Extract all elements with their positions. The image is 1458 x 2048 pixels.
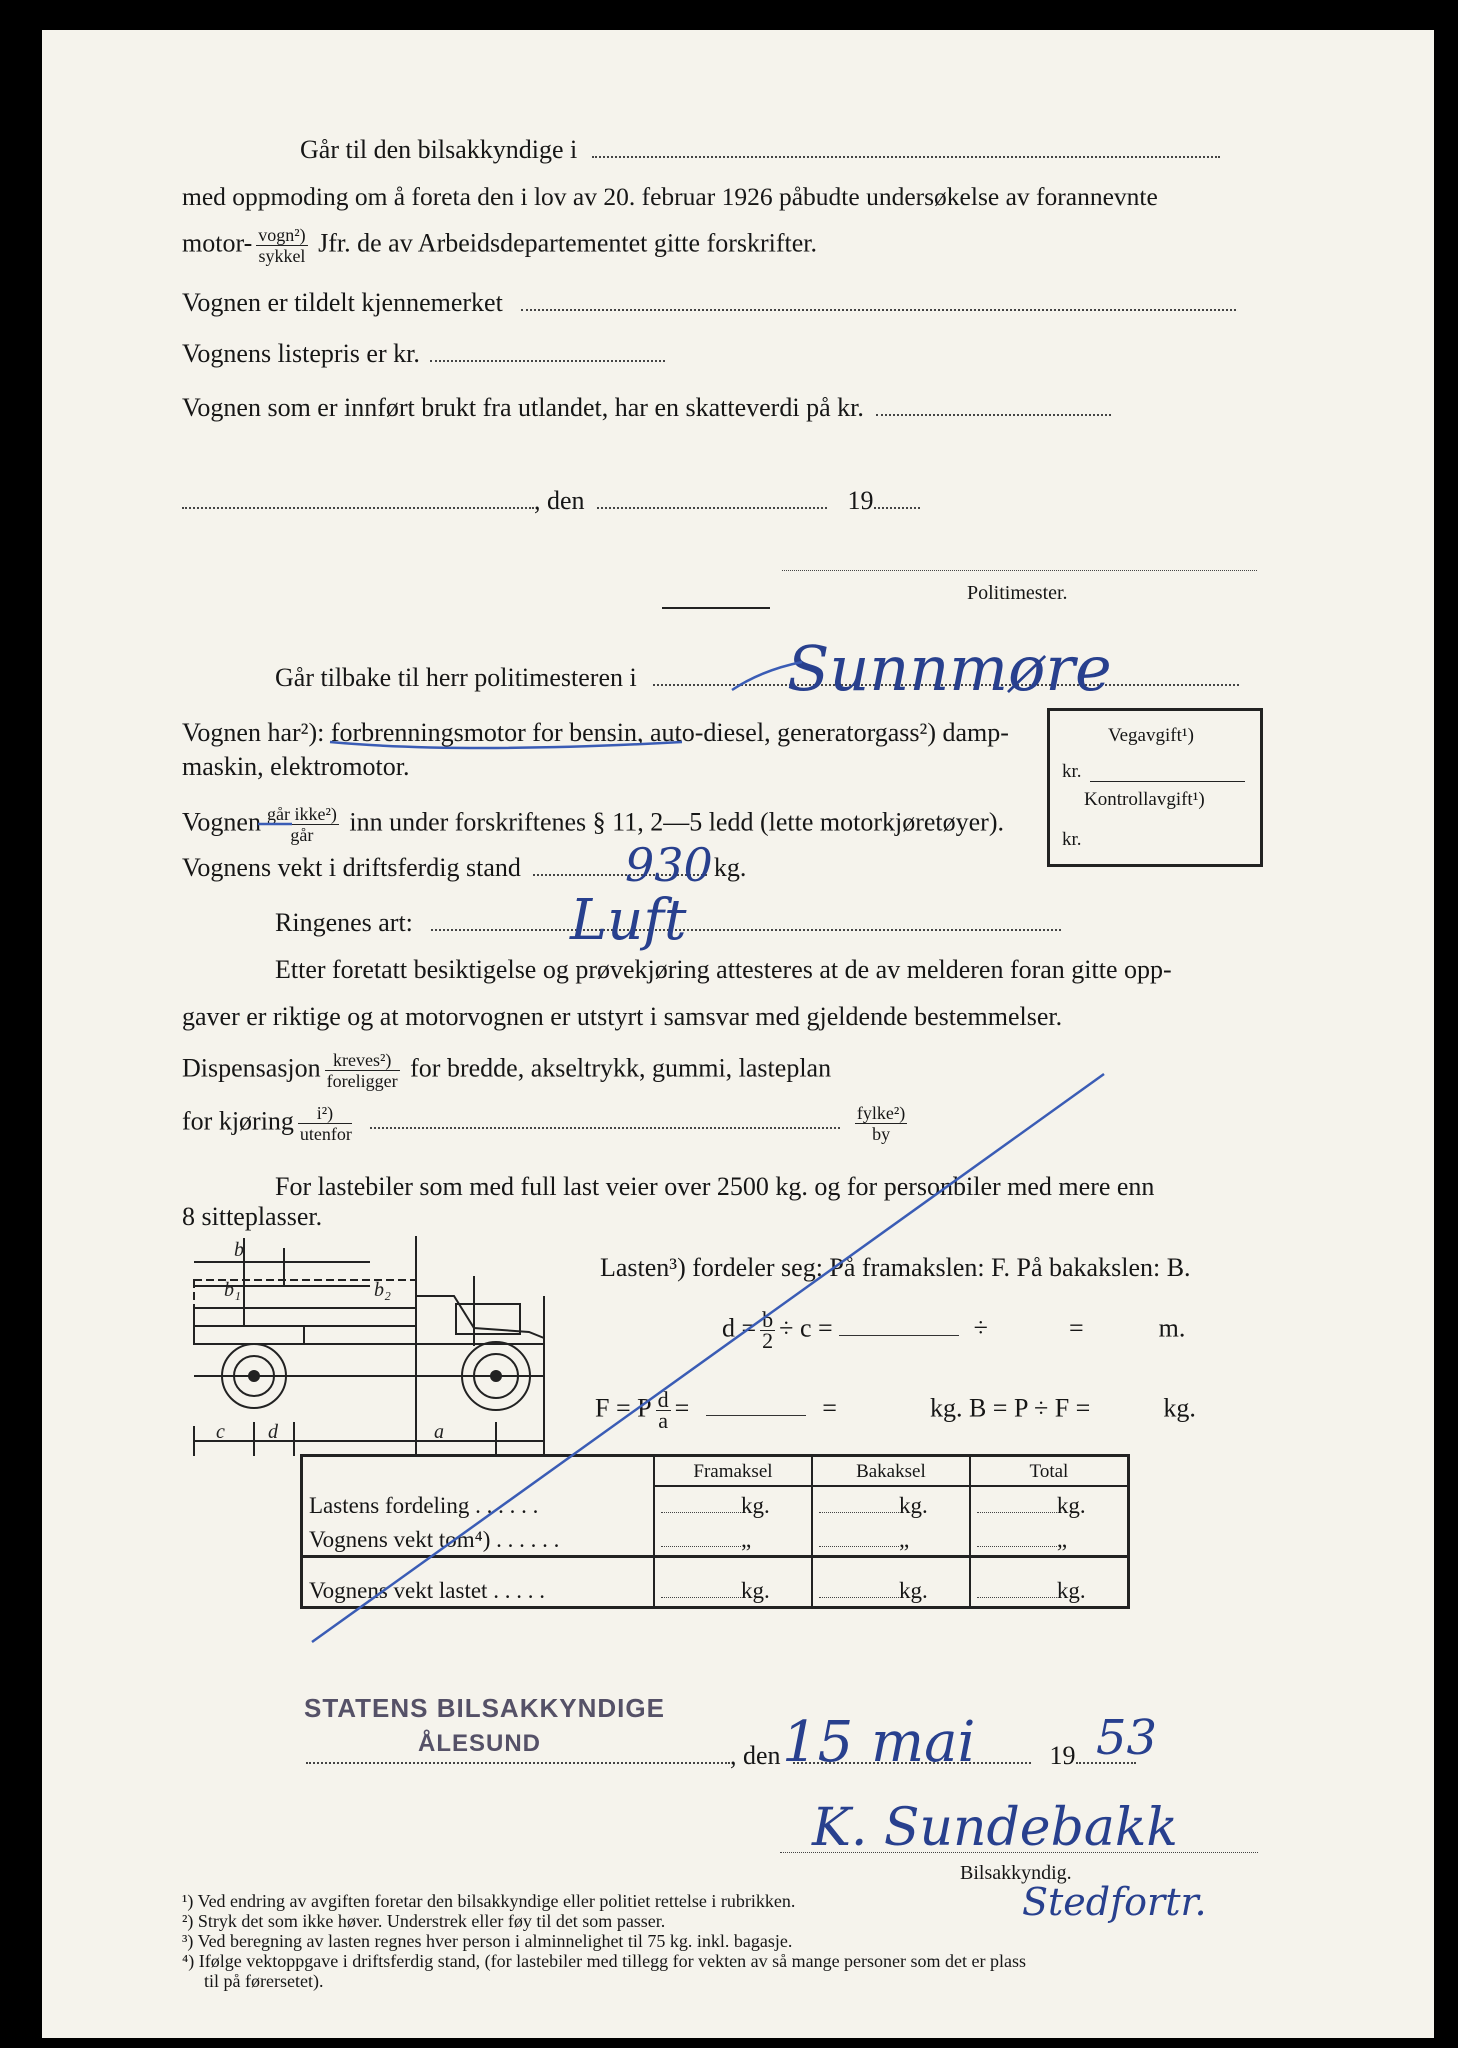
motor-fraction: $\frac{\text{vogn²)}}{\text{sykkel}}$ xyxy=(258,225,306,266)
footnote-2: ²) Stryk det som ikke høver. Understrek eller føy til det som passer. xyxy=(182,1911,666,1931)
fylke-fraction: $\frac{\text{fylke²)}}{by}$ xyxy=(856,1103,906,1144)
signoff-line: , den 19 xyxy=(306,1740,1136,1771)
vegavgift-kr: kr. xyxy=(1062,761,1082,782)
formula-f: F = P $\frac{d}{a}$ = = kg. B = P ÷ F = kg. xyxy=(595,1387,1196,1433)
handwritten-stedfortr: Stedfortr. xyxy=(1022,1880,1207,1924)
lasten-line: Lasten³) fordeler seg: På framakslen: F. På bakakslen: B. xyxy=(600,1253,1191,1282)
footnote-4: ⁴) Ifølge vektoppgave i driftsferdig stand, (for lastebiler med tillegg for vekten av så mange personer som det er plass xyxy=(182,1951,1027,1971)
table-row: Vognens vekt lastet . . . . . kg. kg. kg. xyxy=(302,1557,1129,1608)
handwritten-signature: K. Sundebakk xyxy=(812,1798,1178,1858)
oppmoding-line: med oppmoding om å foreta den i lov av 20. februar 1926 påbudte undersøkelse av forannevnte xyxy=(182,182,1158,211)
politimester-label: Politimester. xyxy=(967,582,1068,604)
form-sheet xyxy=(42,30,1434,2038)
handwritten-dato: 15 mai xyxy=(782,1710,976,1775)
motor-line: motor- $\frac{\text{vogn²)}}{\text{sykkel}}$ Jfr. de av Arbeidsdepartementet gitte forskrifter. xyxy=(182,225,818,266)
footnote-4-cont: til på førersetet). xyxy=(204,1971,324,1991)
bilsakkyndig-label: Bilsakkyndig. xyxy=(960,1862,1072,1884)
listepris-line: Vognens listepris er kr. xyxy=(182,338,665,369)
kontrollavgift-kr: kr. xyxy=(1062,829,1082,850)
tilbake-line: Går tilbake til herr politimesteren i xyxy=(275,662,1239,693)
sted-underline xyxy=(732,662,802,690)
header-framaksel: Framaksel xyxy=(654,1456,812,1487)
kjennemerke-line: Vognen er tildelt kjennemerket xyxy=(182,287,1236,318)
handwritten-sted: Sunnmøre xyxy=(787,632,1112,705)
diagram-label-b: b xyxy=(234,1239,244,1261)
gar-fraction: $\frac{\text{går ikke²)}}{\text{går}}$ xyxy=(266,804,337,845)
date-line: , den 19 xyxy=(182,485,920,516)
etter-line1: Etter foretatt besiktigelse og prøvekjøring attesteres at de av melderen foran gitte opp- xyxy=(275,955,1172,984)
kjoring-fraction: $\frac{\text{i²)}}{\text{utenfor}}$ xyxy=(299,1103,352,1144)
table-row: Lastens fordeling . . . . . . kg. kg. kg. xyxy=(302,1486,1129,1521)
vognen-har-line: Vognen har²): forbrenningsmotor for bensin, auto-diesel, generatorgass²) damp- xyxy=(182,718,1009,747)
underline-mark xyxy=(330,742,682,748)
header-bakaksel: Bakaksel xyxy=(812,1456,970,1487)
footnote-1: ¹) Ved endring av avgiften foretar den bilsakkyndige eller politiet rettelse i rubrikken. xyxy=(182,1891,796,1911)
dispensasjon-line: Dispensasjon $\frac{\text{kreves²)}}{\text{foreligger}}$ for bredde, akseltrykk, gummi, lasteplan xyxy=(182,1050,832,1091)
lastebiler-line1: For lastebiler som med full last veier over 2500 kg. og for personbiler med mere enn xyxy=(275,1172,1155,1201)
bilsakkyndige-label: Går til den bilsakkyndige i xyxy=(300,135,578,164)
ringenes-line: Ringenes art: xyxy=(275,907,1061,938)
table-row: Vognens vekt tom⁴) . . . . . . „ „ „ xyxy=(302,1521,1129,1557)
stamp-line1: STATENS BILSAKKYNDIGE xyxy=(304,1693,665,1723)
lastebiler-line2: 8 sitteplasser. xyxy=(182,1202,323,1231)
diagram-label-d: d xyxy=(268,1421,278,1443)
etter-line2: gaver er riktige og at motorvognen er utstyrt i samsvar med gjeldende bestemmelser. xyxy=(182,1002,1063,1031)
stamp-line2: ÅLESUND xyxy=(418,1730,542,1757)
diagram-label-b1: b₁ xyxy=(224,1279,241,1301)
dispensasjon-fraction: $\frac{\text{kreves²)}}{\text{foreligger}}$ xyxy=(326,1050,398,1091)
skatteverdi-line: Vognen som er innført brukt fra utlandet, har en skatteverdi på kr. xyxy=(182,392,1111,423)
handwritten-vekt: 930 xyxy=(625,838,713,892)
header-total: Total xyxy=(970,1456,1129,1487)
diagram-label-a: a xyxy=(434,1421,444,1443)
footnote-3: ³) Ved beregning av lasten regnes hver person i alminnelighet til 75 kg. inkl. bagasje. xyxy=(182,1931,793,1951)
kjoring-line: for kjøring $\frac{\text{i²)}}{\text{utenfor}}$ $\frac{\text{fylke²)}}{by}$ xyxy=(182,1103,906,1144)
diagonal-cancel-line xyxy=(312,1074,1104,1642)
diagram-label-c: c xyxy=(216,1421,225,1443)
vegavgift-label: Vegavgift¹) xyxy=(1108,725,1194,746)
vognen-gar-line: Vognen $\frac{\text{går ikke²)}}{\text{går}}$ inn under forskriftenes § 11, 2—5 ledd (lette motorkjøretøyer). xyxy=(182,804,1004,845)
vekt-line: Vognens vekt i driftsferdig stand kg. xyxy=(182,853,747,882)
maskin-line: maskin, elektromotor. xyxy=(182,752,410,781)
handwritten-ringer: Luft xyxy=(570,888,687,953)
pen-marks xyxy=(42,30,1434,2038)
formula-d: d = $\frac{b}{2}$ ÷ c = ÷ = m. xyxy=(722,1307,1186,1353)
kontrollavgift-label: Kontrollavgift¹) xyxy=(1084,789,1205,810)
handwritten-year: 53 xyxy=(1096,1710,1158,1766)
diagram-label-b2: b₂ xyxy=(374,1279,391,1301)
